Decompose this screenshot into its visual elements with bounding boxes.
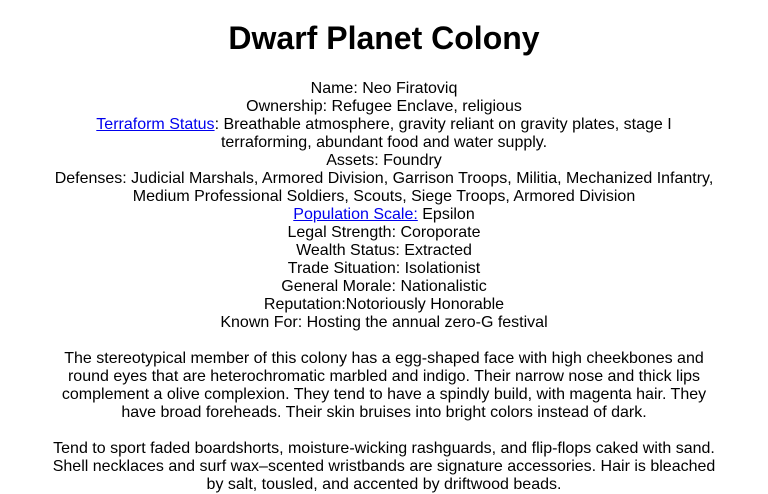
population-scale-value: Epsilon [417,206,475,223]
ownership-field: Ownership: Refugee Enclave, religious [246,98,522,115]
terraform-status-value: : Breathable atmosphere, gravity reliant on gravity plates, stage I terraforming, abundant food and water supply. [214,116,672,151]
wealth-status-field: Wealth Status: Extracted [296,242,472,259]
name-field: Name: Neo Firatoviq [310,80,458,97]
reputation-field: Reputation:Notoriously Honorable [263,296,505,313]
population-scale-link[interactable]: Population Scale: [293,206,418,223]
terraform-status-link[interactable]: Terraform Status [96,116,215,133]
fashion-paragraph: Tend to sport faded boardshorts, moisture-wicking rashguards, and flip-flops caked with sand. Shell necklaces and surf wax–scented wristbands are signature accessories. Hair is bleached by salt, tousled, and accented by driftwood beads. [52,440,716,493]
trade-situation-field: Trade Situation: Isolationist [287,260,481,277]
general-morale-field: General Morale: Nationalistic [281,278,487,295]
colony-info [50,80,718,332]
defenses-field: Defenses: Judicial Marshals, Armored Division, Garrison Troops, Militia, Mechanized Infantry, Medium Professional Soldiers, Scouts, Siege Troops, Armored Division [54,170,714,205]
page-title: Dwarf Planet Colony [228,20,540,56]
assets-field: Assets: Foundry [326,152,442,169]
legal-strength-field: Legal Strength: Coroporate [287,224,481,241]
appearance-paragraph: The stereotypical member of this colony has a egg-shaped face with high cheekbones and round eyes that are heterochromatic marbled and indigo. Their narrow nose and thick lips complement a olive complexion. They tend to have a spindly build, with magenta hair. They have broad foreheads. Their skin bruises into bright colors instead of dark. [61,350,707,421]
population-scale-field [50,206,718,224]
known-for-field: Known For: Hosting the annual zero-G festival [220,314,548,331]
terraform-status-field [50,116,718,152]
